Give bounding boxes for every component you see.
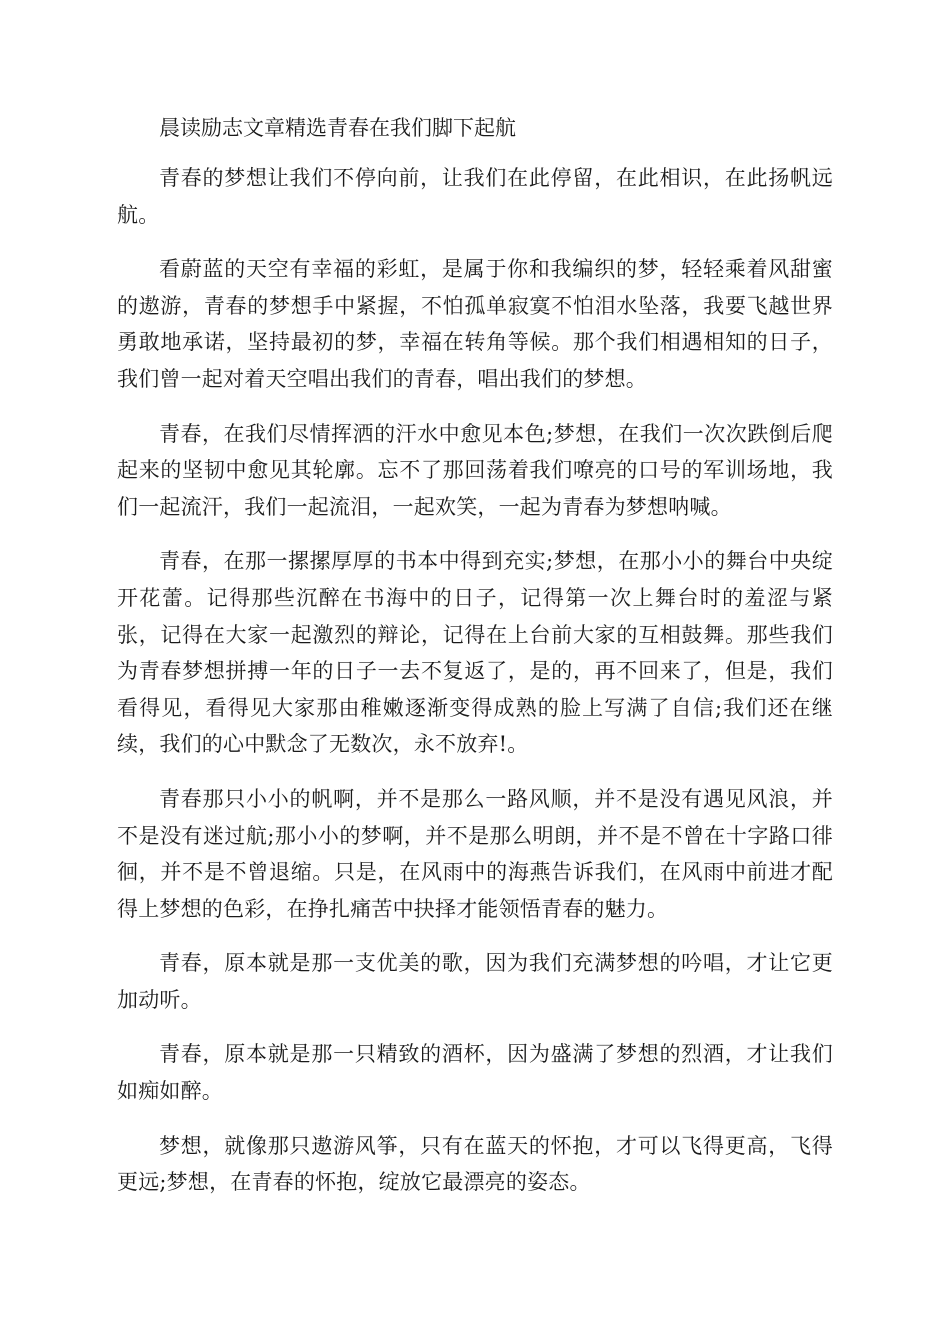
paragraph-3: 青春，在我们尽情挥洒的汗水中愈见本色;梦想，在我们一次次跌倒后爬起来的坚韧中愈见其轮廓。忘不了那回荡着我们嘹亮的口号的军训场地，我们一起流汗，我们一起流泪，一起欢笑，一起为青春为梦想呐喊。	[117, 421, 833, 519]
paragraph-1: 青春的梦想让我们不停向前，让我们在此停留，在此相识，在此扬帆远航。	[117, 166, 833, 227]
paragraph-5: 青春那只小小的帆啊，并不是那么一路风顺，并不是没有遇见风浪，并不是没有迷过航;那小小的梦啊，并不是那么明朗，并不是不曾在十字路口徘徊，并不是不曾退缩。只是，在风雨中的海燕告诉我们，在风雨中前进才配得上梦想的色彩，在挣扎痛苦中抉择才能领悟青春的魅力。	[117, 786, 833, 921]
paragraph-8: 梦想，就像那只遨游风筝，只有在蓝天的怀抱，才可以飞得更高，飞得更远;梦想，在青春的怀抱，绽放它最漂亮的姿态。	[117, 1133, 833, 1195]
paragraph-6: 青春，原本就是那一支优美的歌，因为我们充满梦想的吟唱，才让它更加动听。	[117, 951, 833, 1012]
paragraph-7: 青春，原本就是那一只精致的酒杯，因为盛满了梦想的烈酒，才让我们如痴如醉。	[117, 1042, 833, 1104]
paragraph-4: 青春，在那一摞摞厚厚的书本中得到充实;梦想，在那小小的舞台中央绽开花蕾。记得那些沉醉在书海中的日子，记得第一次上舞台时的羞涩与紧张，记得在大家一起激烈的辩论，记得在上台前大家的互相鼓舞。那些我们为青春梦想拼搏一年的日子一去不复返了，是的，再不回来了，但是，我们看得见，看得见大家那由稚嫩逐渐变得成熟的脸上写满了自信;我们还在继续，我们的心中默念了无数次，永不放弃!。	[117, 549, 833, 757]
paragraph-2: 看蔚蓝的天空有幸福的彩虹，是属于你和我编织的梦，轻轻乘着风甜蜜的遨游，青春的梦想手中紧握，不怕孤单寂寞不怕泪水坠落，我要飞越世界勇敢地承诺，坚持最初的梦，幸福在转角等候。那个我们相遇相知的日子，我们曾一起对着天空唱出我们的青春，唱出我们的梦想。	[117, 257, 833, 391]
document-body	[117, 108, 833, 1219]
document-title: 晨读励志文章精选青春在我们脚下起航	[159, 116, 516, 140]
